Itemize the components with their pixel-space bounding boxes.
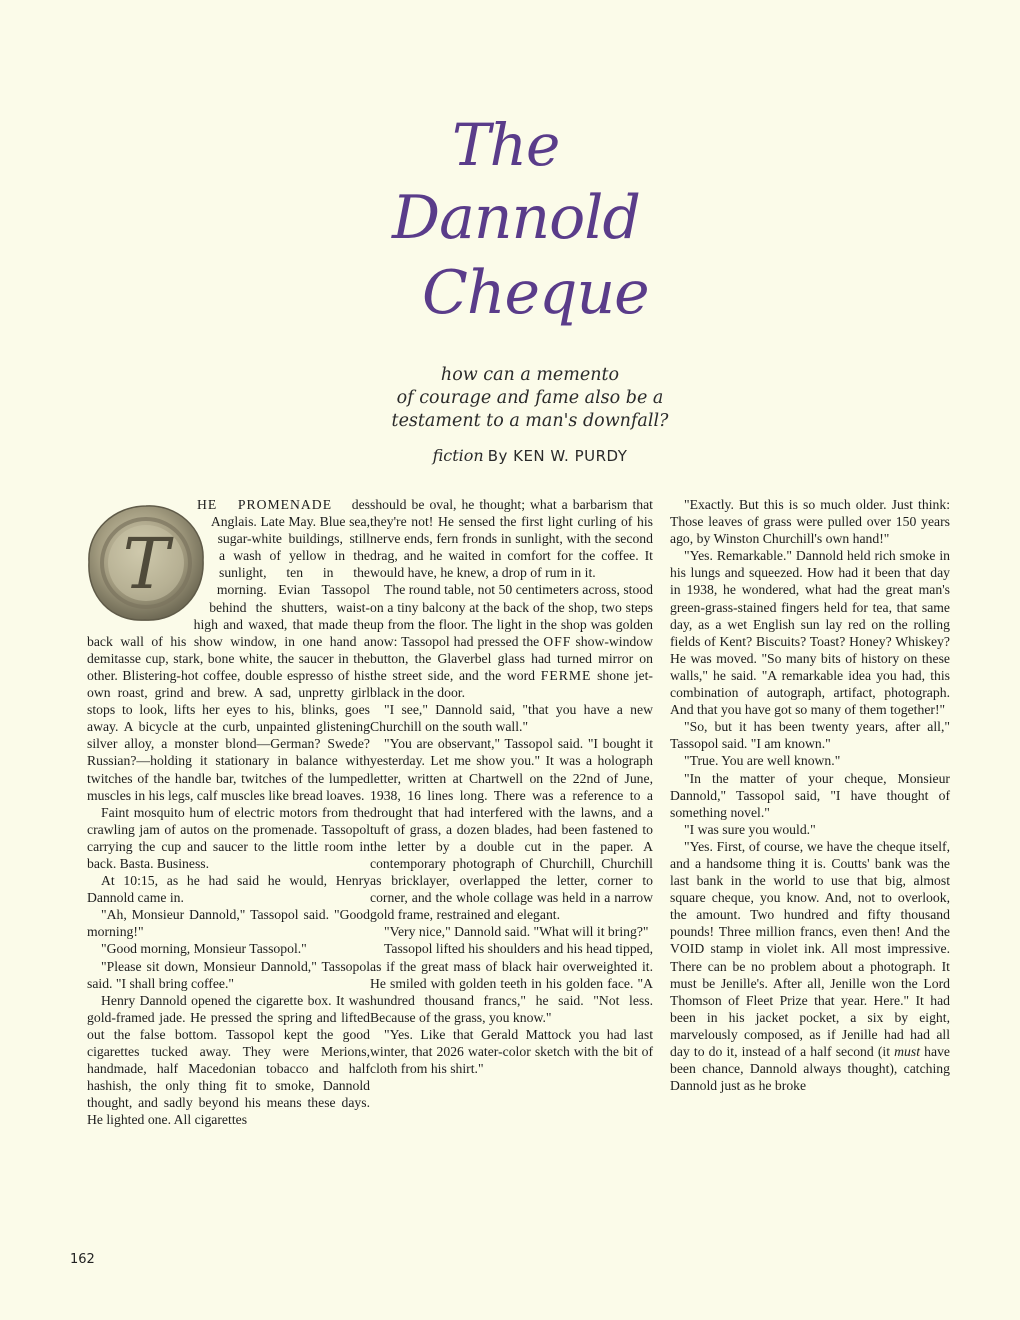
text-column-2 xyxy=(370,496,653,1077)
paragraph: Henry Dannold opened the cigarette box. It was gold-framed jade. He pressed the spring and lifted out the false bottom. Tassopol kept the good cigarettes tucked away. They were Merions, handmade, half Macedonian tobacco and half hashish, the only thing fit to smoke, Dannold thought, and sadly beyond his means these days. He lighted one. All cigarettes xyxy=(87,992,370,1128)
off-word: OFF xyxy=(543,633,572,649)
opening-text: des Anglais. Late May. Blue sea, sugar-white buildings, still a wash of yellow in the sunlight, ten in the morning. Evian Tassopol behind the shutters, waist-high and waxed, that made the back wall of his show window, in one hand a demitasse cup, stark, bone white, the saucer in the other. Blistering-hot coffee, double espresso of his own roast, grind and brew. A sad, unpretty girl stops to look, lifts her eyes to his, blinks, goes away. A bicycle at the curb, unpainted glistening silver alloy, a monster blond—German? Swede? Russian?—holding it stationary in balance with twitches of the handle bar, twitches of the lumped muscles in his legs, calf muscles like bread loaves. xyxy=(87,497,371,803)
paragraph: "So, but it has been twenty years, after all," Tassopol said. "I am known." xyxy=(670,719,950,752)
paragraph: Tassopol lifted his shoulders and his head tipped, as if the great mass of black hair overweighted it. He smiled with golden teeth in his golden face. "A hundred thousand francs," he said. "Not less. Because of the grass, you know." xyxy=(370,941,653,1025)
byline xyxy=(380,446,680,466)
paragraph: "True. You are well known." xyxy=(684,753,841,769)
paragraph: "I was sure you would." xyxy=(684,821,816,837)
paragraph xyxy=(670,838,950,1094)
paragraph: should be oval, he thought; what a barbarism that they're not! He sensed the first light curling of his nerve ends, fern fronds in sunlight, with the second drag, and he waited in comfort for the coffee. It would have, he knew, a drop of rum in it. xyxy=(370,497,653,581)
paragraph: "I see," Dannold said, "that you have a new Churchill on the south wall." xyxy=(370,702,653,735)
paragraph: Faint mosquito hum of electric motors from the crawling jam of autos on the promenade. Tassopol carrying the cup and saucer to the little room in back. Basta. Business. xyxy=(87,804,370,871)
page-number: 162 xyxy=(70,1252,95,1267)
paragraph: "Yes. Like that Gerald Mattock you had last winter, that 2026 water-color sketch with the bit of cloth from his shirt." xyxy=(370,1026,653,1077)
title-line-1: The xyxy=(452,111,560,179)
paragraph: "Yes. Remarkable." Dannold held rich smoke in his lungs and squeezed. How had it been that day in 1938, he wondered, what had the great man's green-grass-stained fingers held for tea, that same day, as a wet English sun lay red on the rolling fields of Kent? Biscuits? Toast? Honey? Whiskey? He was moved. "So many bits of history on these walls," he said. "A remarkable idea you had, this combination of autograph, artifact, photograph. And that you have got so many of them together!" xyxy=(670,548,950,718)
paragraph: "Very nice," Dannold said. "What will it bring?" xyxy=(384,924,649,940)
title-line-3: Cheque xyxy=(422,258,649,328)
opening-smallcaps: HE PROMENADE xyxy=(196,497,333,512)
subtitle-line: testament to a man's downfall? xyxy=(391,411,669,431)
wax-seal-dropcap-icon xyxy=(81,498,211,628)
byline-author: By KEN W. PURDY xyxy=(487,447,628,465)
paragraph: "You are observant," Tassopol said. "I bought it yesterday. Let me show you." It was a holograph letter, written at Chartwell on the 22nd of June, 1938, 16 lines long. There was a reference to a drought that had interfered with the lawns, and a tuft of grass, a dozen blades, had been fastened to the letter by a double cut in the paper. A contemporary photograph of Churchill, Churchill as bricklayer, overlapped the letter, corner to corner, and the whole collage was held in a narrow gold frame, restrained and elegant. xyxy=(370,736,653,923)
paragraph: "Ah, Monsieur Dannold," Tassopol said. "Good morning!" xyxy=(87,907,370,940)
subtitle-line: of courage and fame also be a xyxy=(396,388,664,408)
paragraph: "Good morning, Monsieur Tassopol." xyxy=(101,941,307,957)
text-run: shone jet-black in the door. xyxy=(370,667,653,701)
paragraph: "In the matter of your cheque, Monsieur Dannold," Tassopol said, "I have thought of something novel." xyxy=(670,770,950,820)
text-run: show-window button, the Glaverbel glass had turned mirror on the street side, and the word xyxy=(370,633,653,683)
subtitle xyxy=(380,364,680,433)
byline-label: fiction xyxy=(432,446,484,465)
paragraph xyxy=(370,581,653,701)
text-run: The round table, not 50 centimeters across, stood on a tiny balcony at the back of the shop, two steps up from the floor. The light in the shop was golden now: Tassopol had pressed the xyxy=(370,582,653,649)
paragraph: "Please sit down, Monsieur Dannold," Tassopol said. "I shall bring coffee." xyxy=(87,958,370,991)
emphasis: must xyxy=(894,1044,921,1059)
subtitle-line: how can a memento xyxy=(440,365,620,385)
paragraph: "Exactly. But this is so much older. Just think: Those leaves of grass were pulled over 150 years ago, by Winston Churchill's own hand!" xyxy=(670,497,950,547)
dropcap-letter: T xyxy=(122,523,170,605)
story-title xyxy=(360,100,660,360)
paragraph: At 10:15, as he had said he would, Henry Dannold came in. xyxy=(87,873,370,906)
text-run: have been chance, Dannold always thought), catching Dannold just as he broke xyxy=(670,1044,951,1094)
ferme-word: FERME xyxy=(540,667,592,683)
title-line-2: Dannold xyxy=(392,183,640,253)
text-run: "Yes. First, of course, we have the cheque itself, and a handsome thing it is. Coutts' bank was the last bank in the world to use that big, almost square cheque, you know. And, not to overlook, the amount. Two hundred and fifty thousand pounds! Three million francs, even then! And the VOID stamp in violet ink. All most impressive. There can be no problem about a photograph. It must be Jenille's. After all, Jenille won the Lord Thomson of Fleet Prize that year. Here." It had been in his jacket pocket, a six by eight, marvelously composed, as if Jenille had had all day to do it, instead of a half second (it xyxy=(670,838,950,1059)
text-column-1 xyxy=(87,496,370,1128)
text-column-3 xyxy=(670,496,950,1094)
